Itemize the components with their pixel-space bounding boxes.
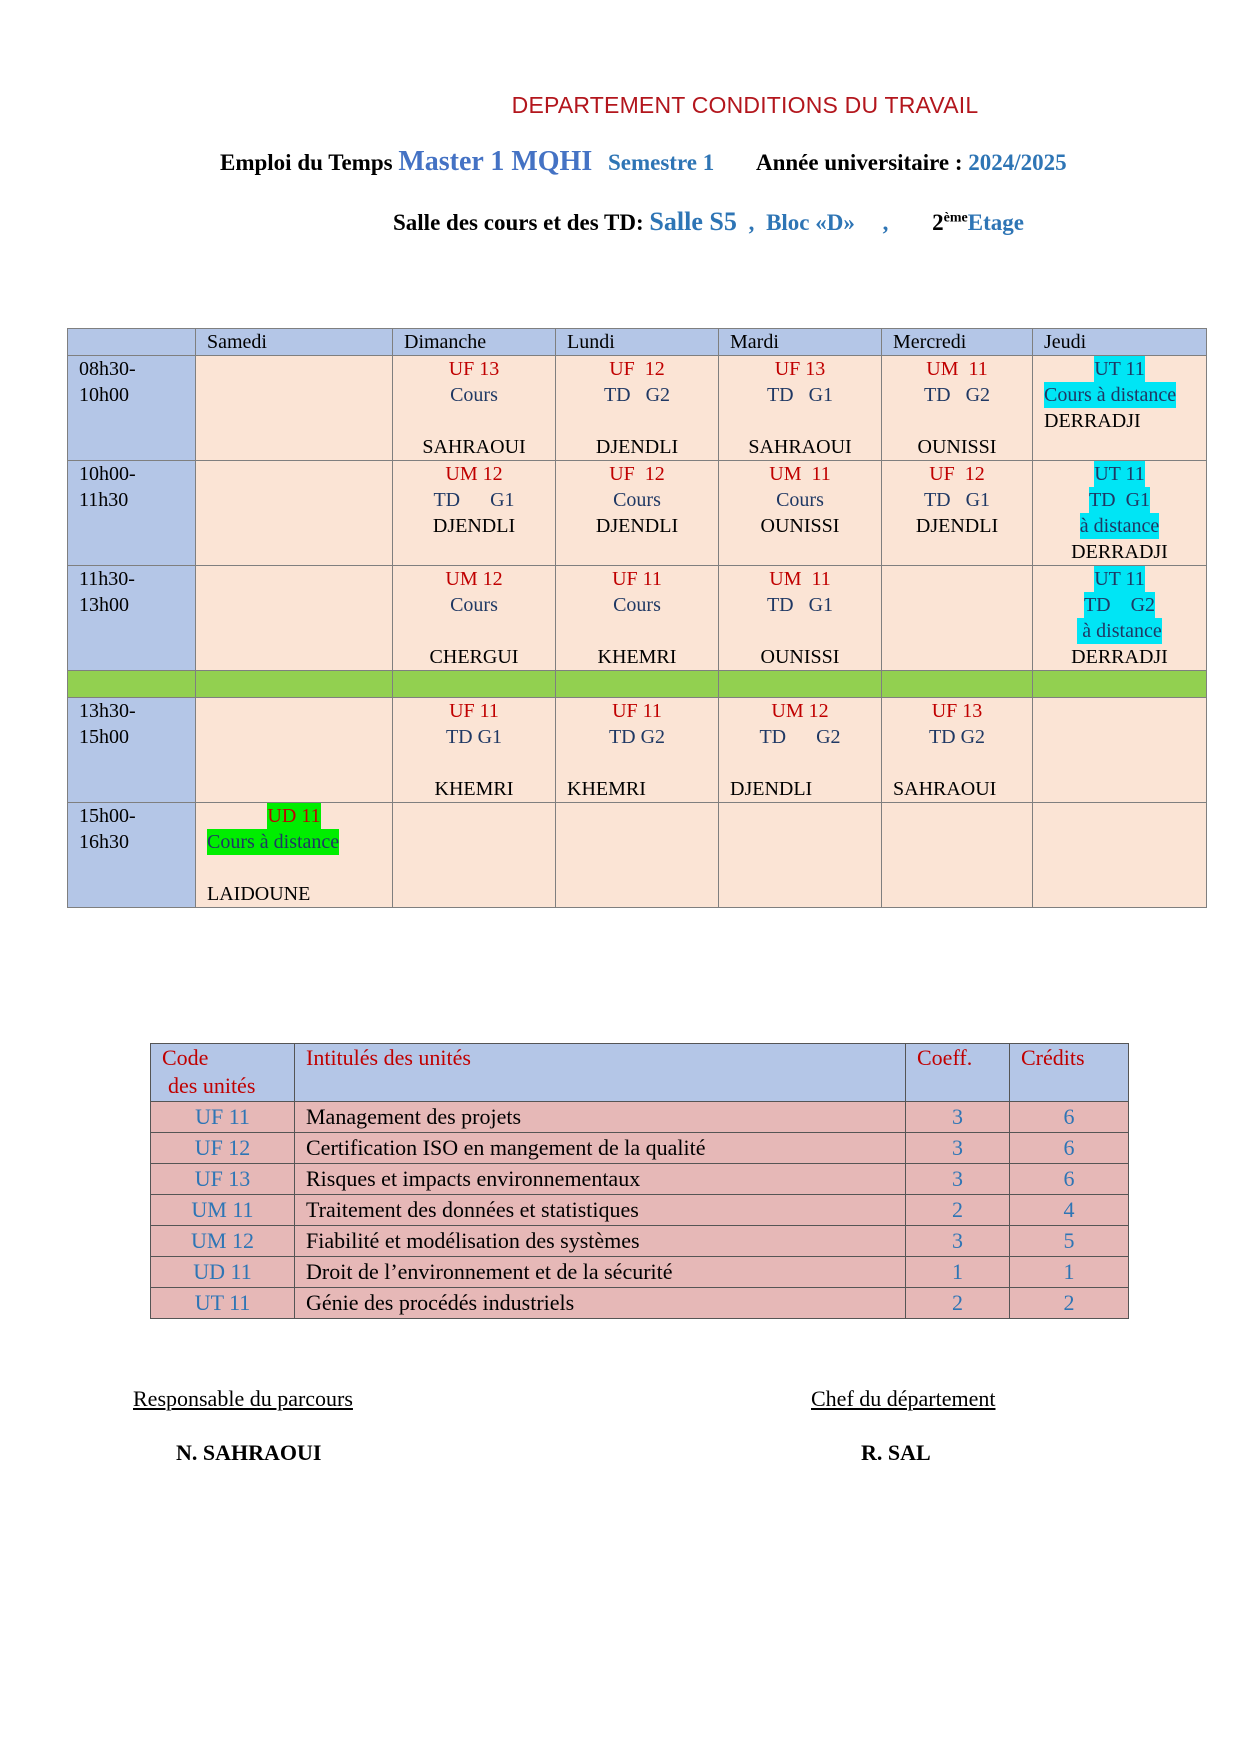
course-type: TD G1 [766, 594, 834, 616]
teacher-name: DERRADJI [1071, 541, 1168, 563]
unit-code: UM 11 [151, 1195, 295, 1226]
slot-course [719, 566, 882, 671]
slot-empty [1033, 803, 1207, 908]
units-header-code [151, 1044, 295, 1102]
course-code [1033, 566, 1206, 592]
break-cell [719, 671, 882, 698]
course-type: Cours [776, 489, 824, 511]
slot-course [882, 356, 1033, 461]
teacher-name: OUNISSI [760, 515, 840, 537]
course-code [196, 803, 392, 829]
course-code: UM 11 [769, 568, 831, 590]
slot-empty [719, 803, 882, 908]
course-code-highlight: UT 11 [1094, 568, 1145, 590]
slot-empty [882, 803, 1033, 908]
unit-code: UF 13 [151, 1164, 295, 1195]
slot-empty [196, 461, 393, 566]
unit-code: UT 11 [151, 1288, 295, 1319]
course-code: UM 12 [445, 568, 503, 590]
unit-credits: 4 [1010, 1195, 1129, 1226]
day-samedi: Samedi [196, 329, 393, 356]
course-code: UF 12 [929, 463, 985, 485]
unit-code: UM 12 [151, 1226, 295, 1257]
day-mardi: Mardi [719, 329, 882, 356]
course-code-highlight: UD 11 [267, 805, 321, 827]
right-signature-name: R. SAL [861, 1440, 931, 1465]
header-code-line1: Code [162, 1045, 209, 1070]
time-end: 11h30 [79, 489, 129, 511]
unit-credits: 2 [1010, 1288, 1129, 1319]
course-mode [1033, 513, 1206, 539]
left-signature-label: Responsable du parcours [133, 1386, 353, 1411]
course-code: UF 13 [931, 700, 983, 722]
teacher-name: DJENDLI [595, 436, 679, 458]
unit-title: Génie des procédés industriels [295, 1288, 906, 1319]
course-code: UM 11 [926, 358, 988, 380]
course-type: TD G1 [923, 489, 991, 511]
slot-course [393, 566, 556, 671]
salle-value: Salle S5 [649, 207, 737, 236]
time-start: 11h30- [79, 568, 135, 590]
separator-1: , [748, 210, 755, 235]
etage-superscript: ème [943, 210, 968, 226]
teacher-name: OUNISSI [760, 646, 840, 668]
course-type: TD G2 [759, 726, 841, 748]
unit-title: Fiabilité et modélisation des systèmes [295, 1226, 906, 1257]
unit-row [151, 1226, 1129, 1257]
course-type [1033, 487, 1206, 513]
day-jeudi: Jeudi [1033, 329, 1207, 356]
annee-value: 2024/2025 [968, 150, 1067, 175]
unit-coeff: 3 [906, 1164, 1010, 1195]
unit-credits: 6 [1010, 1102, 1129, 1133]
etage-number: 2 [932, 210, 944, 235]
teacher-name: CHERGUI [429, 646, 519, 668]
teacher-name: DJENDLI [730, 778, 813, 800]
time-end: 15h00 [79, 726, 129, 748]
annee-label: Année universitaire : [755, 150, 963, 175]
units-header-credits: Crédits [1010, 1044, 1129, 1102]
course-type: TD G1 [445, 726, 503, 748]
course-type: Cours [613, 489, 661, 511]
course-code: UM 12 [445, 463, 503, 485]
course-type: TD G1 [433, 489, 515, 511]
course-code-highlight: UT 11 [1094, 463, 1145, 485]
units-header-title: Intitulés des unités [295, 1044, 906, 1102]
time-start: 10h00- [79, 463, 136, 485]
teacher-name: DJENDLI [595, 515, 679, 537]
teacher-name: KHEMRI [434, 778, 514, 800]
course-type-highlight: Cours à distance [207, 831, 340, 853]
right-signature-label: Chef du département [811, 1386, 996, 1411]
time-start: 13h30- [79, 700, 136, 722]
unit-row [151, 1288, 1129, 1319]
time-end: 10h00 [79, 384, 129, 406]
course-code: UF 13 [774, 358, 826, 380]
units-header-row [151, 1044, 1129, 1102]
unit-coeff: 2 [906, 1288, 1010, 1319]
course-type: TD G2 [608, 726, 666, 748]
course-code [1033, 356, 1206, 382]
unit-title: Traitement des données et statistiques [295, 1195, 906, 1226]
teacher-name: OUNISSI [917, 436, 997, 458]
teacher-name: DERRADJI [1044, 410, 1141, 432]
break-cell [196, 671, 393, 698]
course-code: UF 11 [449, 700, 499, 722]
unit-credits: 5 [1010, 1226, 1129, 1257]
course-type: TD G1 [766, 384, 834, 406]
unit-credits: 6 [1010, 1133, 1129, 1164]
unit-code: UD 11 [151, 1257, 295, 1288]
teacher-name: LAIDOUNE [207, 883, 311, 905]
course-type-highlight: TD G1 [1088, 489, 1151, 511]
bloc: Bloc «D» [766, 210, 855, 235]
teacher-name: DJENDLI [432, 515, 516, 537]
break-cell [393, 671, 556, 698]
break-cell [882, 671, 1033, 698]
department-title: DEPARTEMENT CONDITIONS DU TRAVAIL [511, 92, 979, 118]
teacher-name: SAHRAOUI [748, 436, 852, 458]
time-slot [68, 461, 196, 566]
course-type [196, 829, 392, 855]
teacher-name: SAHRAOUI [422, 436, 526, 458]
course-type [1033, 382, 1206, 408]
break-cell [1033, 671, 1207, 698]
teacher-name: KHEMRI [597, 646, 677, 668]
teacher-name: DJENDLI [915, 515, 999, 537]
day-mercredi: Mercredi [882, 329, 1033, 356]
unit-credits: 1 [1010, 1257, 1129, 1288]
course-mode-highlight: à distance [1077, 620, 1162, 642]
unit-row [151, 1102, 1129, 1133]
course-type: Cours [613, 594, 661, 616]
course-type: Cours [450, 384, 498, 406]
slot-course [556, 698, 719, 803]
course-type-highlight: TD G2 [1083, 594, 1156, 616]
slot-course [719, 356, 882, 461]
unit-row [151, 1257, 1129, 1288]
schedule-row [68, 461, 1207, 566]
teacher-name: SAHRAOUI [893, 778, 997, 800]
course-code [1033, 461, 1206, 487]
course-code: UM 11 [769, 463, 831, 485]
left-signature-name: N. SAHRAOUI [176, 1440, 322, 1465]
salle-label: Salle des cours et des TD: [393, 210, 644, 235]
schedule-header-row [68, 329, 1207, 356]
unit-coeff: 3 [906, 1133, 1010, 1164]
slot-course [719, 461, 882, 566]
course-mode [1033, 618, 1206, 644]
course-code: UF 13 [448, 358, 500, 380]
units-table [150, 1043, 1129, 1319]
time-slot [68, 356, 196, 461]
break-cell [556, 671, 719, 698]
slot-course [1033, 461, 1207, 566]
unit-title: Droit de l’environnement et de la sécurité [295, 1257, 906, 1288]
etage [932, 210, 1024, 235]
slot-empty [556, 803, 719, 908]
course-code: UF 11 [612, 700, 662, 722]
lunch-break-row [68, 671, 1207, 698]
time-start: 15h00- [79, 805, 136, 827]
time-start: 08h30- [79, 358, 136, 380]
slot-empty [882, 566, 1033, 671]
schedule-table [67, 328, 1207, 908]
slot-course [556, 461, 719, 566]
slot-course [882, 461, 1033, 566]
schedule-row [68, 803, 1207, 908]
separator-2: , [882, 210, 889, 235]
unit-credits: 6 [1010, 1164, 1129, 1195]
course-mode-highlight: à distance [1079, 515, 1160, 537]
header-code-line2: des unités [168, 1073, 256, 1098]
course-code: UM 12 [771, 700, 829, 722]
semestre: Semestre 1 [607, 150, 715, 175]
unit-row [151, 1195, 1129, 1226]
unit-row [151, 1164, 1129, 1195]
course-type [1033, 592, 1206, 618]
slot-course [556, 566, 719, 671]
emploi-label: Emploi du Temps [220, 150, 393, 175]
unit-coeff: 2 [906, 1195, 1010, 1226]
unit-coeff: 3 [906, 1102, 1010, 1133]
units-header-coeff: Coeff. [906, 1044, 1010, 1102]
slot-empty [1033, 698, 1207, 803]
course-code-highlight: UT 11 [1094, 358, 1145, 380]
slot-empty [196, 566, 393, 671]
unit-title: Management des projets [295, 1102, 906, 1133]
time-slot [68, 803, 196, 908]
unit-coeff: 1 [906, 1257, 1010, 1288]
course-type: TD G2 [928, 726, 986, 748]
course-code: UF 12 [609, 463, 665, 485]
unit-title: Certification ISO en mangement de la qualité [295, 1133, 906, 1164]
day-dimanche: Dimanche [393, 329, 556, 356]
slot-course [196, 803, 393, 908]
slot-course [1033, 566, 1207, 671]
slot-course [719, 698, 882, 803]
unit-code: UF 11 [151, 1102, 295, 1133]
room-heading [393, 207, 1024, 237]
day-lundi: Lundi [556, 329, 719, 356]
unit-code: UF 12 [151, 1133, 295, 1164]
slot-empty [196, 698, 393, 803]
timetable-heading [220, 146, 1067, 178]
time-end: 13h00 [79, 594, 129, 616]
unit-coeff: 3 [906, 1226, 1010, 1257]
time-end: 16h30 [79, 831, 129, 853]
course-code: UF 11 [612, 568, 662, 590]
slot-course [393, 461, 556, 566]
break-cell [68, 671, 196, 698]
slot-course [882, 698, 1033, 803]
time-slot [68, 698, 196, 803]
schedule-row [68, 356, 1207, 461]
programme-name: Master 1 MQHI [398, 146, 593, 177]
etage-word: Etage [967, 210, 1024, 235]
course-type: TD G2 [923, 384, 991, 406]
unit-title: Risques et impacts environnementaux [295, 1164, 906, 1195]
schedule-row [68, 698, 1207, 803]
time-slot [68, 566, 196, 671]
slot-course [393, 356, 556, 461]
course-code: UF 12 [609, 358, 665, 380]
course-type-highlight: Cours à distance [1044, 384, 1177, 406]
course-type: Cours [450, 594, 498, 616]
slot-course [393, 698, 556, 803]
schedule-corner [68, 329, 196, 356]
teacher-name: DERRADJI [1071, 646, 1168, 668]
slot-empty [393, 803, 556, 908]
slot-empty [196, 356, 393, 461]
slot-course [1033, 356, 1207, 461]
schedule-row [68, 566, 1207, 671]
unit-row [151, 1133, 1129, 1164]
teacher-name: KHEMRI [567, 778, 646, 800]
slot-course [556, 356, 719, 461]
course-type: TD G2 [603, 384, 671, 406]
